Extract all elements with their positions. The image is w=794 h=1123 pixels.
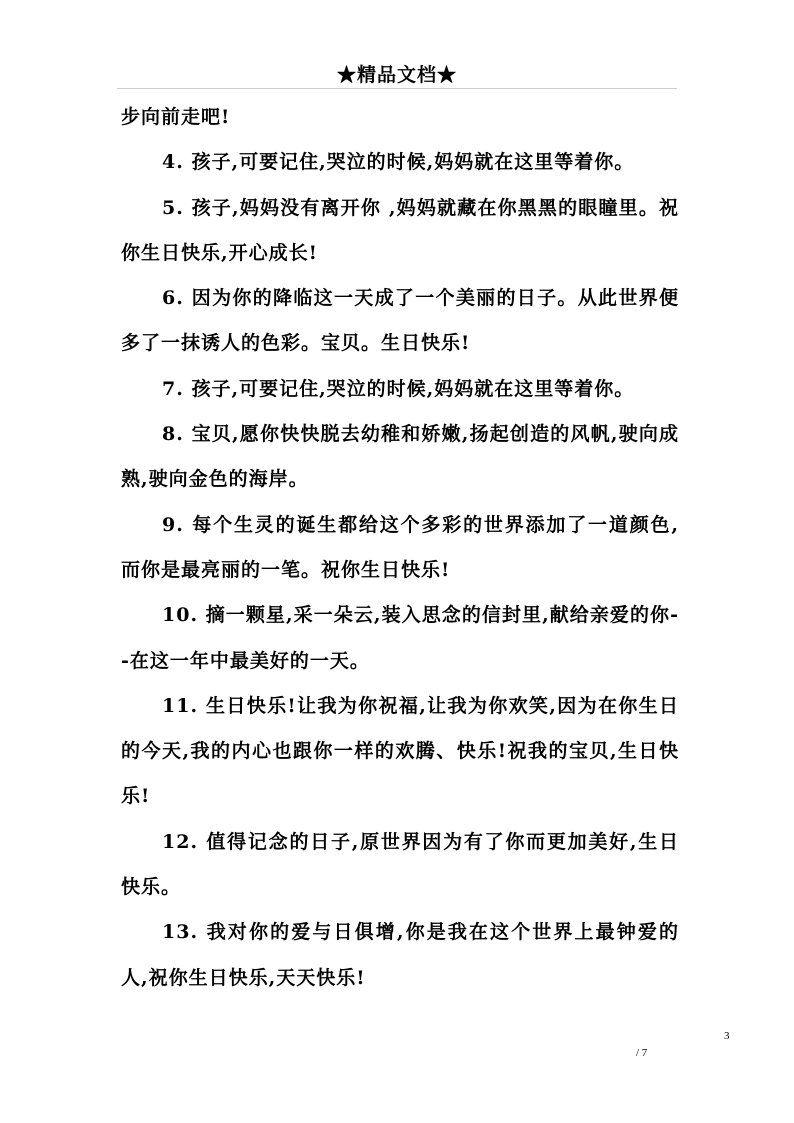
paragraph: 7. 孩子,可要记住,哭泣的时候,妈妈就在这里等着你。 — [162, 377, 635, 400]
header-divider — [117, 88, 677, 89]
paragraph: 10. 摘一颗星,采一朵云,装入思念的信封里,献给亲爱的你--在这一年中最美好的一天。 — [121, 604, 679, 672]
paragraph: 11. 生日快乐!让我为你祝福,让我为你欢笑,因为在你生日的今天,我的内心也跟你一样的欢腾、快乐!祝我的宝贝,生日快乐! — [121, 694, 679, 808]
paragraph: 9. 每个生灵的诞生都给这个多彩的世界添加了一道颜色,而你是最亮丽的一笔。祝你生日快乐! — [121, 513, 679, 581]
paragraph: 8. 宝贝,愿你快快脱去幼稚和娇嫩,扬起创造的风帆,驶向成熟,驶向金色的海岸。 — [121, 423, 679, 491]
document-body — [121, 95, 679, 1001]
document-header-title: ★精品文档★ — [336, 64, 457, 86]
paragraph: 5. 孩子,妈妈没有离开你 ,妈妈就藏在你黑黑的眼瞳里。祝你生日快乐,开心成长! — [121, 196, 679, 264]
paragraph: 12. 值得记念的日子,原世界因为有了你而更加美好,生日快乐。 — [121, 830, 679, 899]
page-number: 3 — [724, 1030, 730, 1042]
paragraph: 6. 因为你的降临这一天成了一个美丽的日子。从此世界便多了一抹诱人的色彩。宝贝。生日快乐! — [121, 287, 679, 355]
paragraph: 步向前走吧! — [121, 106, 231, 128]
paragraph: 4. 孩子,可要记住,哭泣的时候,妈妈就在这里等着你。 — [162, 151, 635, 174]
paragraph: 13. 我对你的爱与日俱增,你是我在这个世界上最钟爱的人,祝你生日快乐,天天快乐! — [121, 921, 679, 989]
page-total: / 7 — [636, 1047, 648, 1059]
